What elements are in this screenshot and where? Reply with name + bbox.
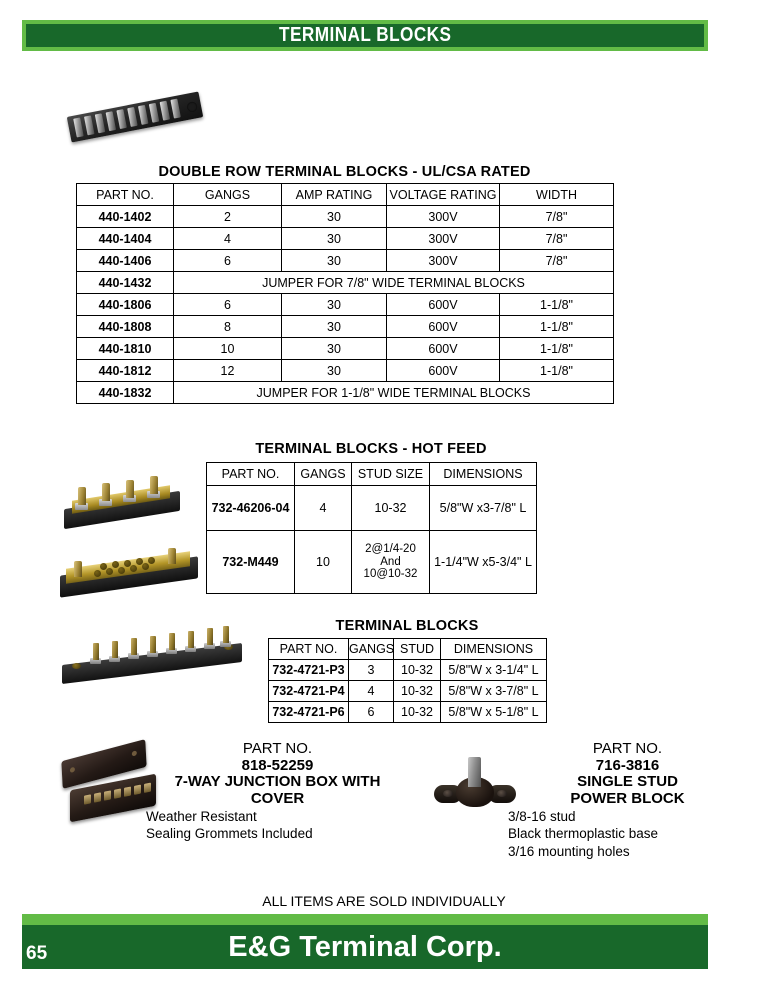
cell-dimensions: 5/8"W x 3-7/8" L — [441, 681, 547, 702]
sold-individually-note: ALL ITEMS ARE SOLD INDIVIDUALLY — [262, 893, 506, 909]
page-number: 65 — [26, 943, 48, 964]
cell-gangs: 4 — [295, 486, 352, 531]
cell-gangs: 2 — [174, 206, 282, 228]
cell-width: 7/8" — [500, 250, 614, 272]
cell-part-no: 732-4721-P4 — [269, 681, 349, 702]
cell-gangs: 10 — [295, 531, 352, 594]
product-caption-junction-box — [140, 740, 415, 843]
footer-brand-name: E&G Terminal Corp. — [228, 930, 502, 963]
product-part-no: 716-3816 — [595, 757, 660, 774]
cell-part-no: 732-M449 — [207, 531, 295, 594]
table-row — [77, 338, 614, 360]
table-double-row-terminal-blocks — [76, 183, 614, 404]
column-header-gangs: GANGS — [349, 639, 394, 660]
table-header-row — [269, 639, 547, 660]
cell-part-no: 440-1808 — [77, 316, 174, 338]
table-row — [207, 531, 537, 594]
cell-width: 1-1/8" — [500, 316, 614, 338]
cell-dimensions: 5/8"W x 3-1/4" L — [441, 660, 547, 681]
cell-stud: 10-32 — [394, 681, 441, 702]
product-desc-line2: Black thermoplastic base — [508, 826, 659, 842]
column-header-dimensions: DIMENSIONS — [430, 463, 537, 486]
table-caption-terminal-blocks: TERMINAL BLOCKS — [335, 618, 479, 634]
cell-dimensions: 5/8"W x 5-1/8" L — [441, 702, 547, 723]
table-row — [77, 250, 614, 272]
column-header-part-no: PART NO. — [269, 639, 349, 660]
cell-width: 1-1/8" — [500, 294, 614, 316]
table-row-jumper — [77, 382, 614, 404]
cell-part-no: 440-1812 — [77, 360, 174, 382]
cell-gangs: 10 — [174, 338, 282, 360]
cell-stud-size-line2: And — [380, 555, 401, 568]
cell-voltage: 600V — [387, 316, 500, 338]
cell-part-no: 440-1806 — [77, 294, 174, 316]
cell-amp: 30 — [282, 316, 387, 338]
cell-stud: 10-32 — [394, 660, 441, 681]
cell-voltage: 600V — [387, 338, 500, 360]
photo-hot-feed-4-stud-block — [62, 480, 188, 530]
table-row — [269, 660, 547, 681]
table-caption-double-row: DOUBLE ROW TERMINAL BLOCKS - UL/CSA RATED — [158, 164, 531, 180]
cell-part-no: 440-1402 — [77, 206, 174, 228]
product-desc-line1: Weather Resistant — [146, 808, 257, 824]
cell-part-no: 440-1432 — [77, 272, 174, 294]
cell-gangs: 4 — [349, 681, 394, 702]
table-row-jumper — [77, 272, 614, 294]
cell-dimensions: 1-1/4"W x5-3/4" L — [430, 531, 537, 594]
table-terminal-blocks — [268, 638, 547, 723]
product-part-no: 818-52259 — [241, 757, 314, 774]
column-header-part-no: PART NO. — [77, 184, 174, 206]
cell-part-no: 732-4721-P6 — [269, 702, 349, 723]
cell-voltage: 300V — [387, 228, 500, 250]
cell-width: 7/8" — [500, 228, 614, 250]
table-row — [269, 702, 547, 723]
column-header-amp-rating: AMP RATING — [282, 184, 387, 206]
column-header-dimensions: DIMENSIONS — [441, 639, 547, 660]
cell-part-no: 440-1404 — [77, 228, 174, 250]
cell-part-no: 732-46206-04 — [207, 486, 295, 531]
cell-part-no: 732-4721-P3 — [269, 660, 349, 681]
product-name-line1: SINGLE STUD — [577, 773, 678, 790]
column-header-width: WIDTH — [500, 184, 614, 206]
cell-part-no: 440-1406 — [77, 250, 174, 272]
product-part-label: PART NO. — [242, 740, 313, 757]
table-row — [77, 294, 614, 316]
page-header-banner-inner — [26, 24, 704, 47]
cell-stud-size-line1: 2@1/4-20 — [365, 542, 416, 555]
product-name-line2: POWER BLOCK — [570, 789, 685, 807]
table-terminal-blocks-hot-feed — [206, 462, 537, 594]
cell-stud-size — [352, 531, 430, 594]
column-header-gangs: GANGS — [295, 463, 352, 486]
table-header-row — [207, 463, 537, 486]
cell-amp: 30 — [282, 250, 387, 272]
cell-jumper-note: JUMPER FOR 7/8" WIDE TERMINAL BLOCKS — [174, 272, 614, 294]
cell-jumper-note: JUMPER FOR 1-1/8" WIDE TERMINAL BLOCKS — [174, 382, 614, 404]
table-row — [207, 486, 537, 531]
cell-gangs: 6 — [174, 294, 282, 316]
cell-gangs: 8 — [174, 316, 282, 338]
column-header-stud-size: STUD SIZE — [352, 463, 430, 486]
product-name-line1: 7-WAY JUNCTION BOX WITH — [174, 773, 381, 790]
column-header-part-no: PART NO. — [207, 463, 295, 486]
cell-amp: 30 — [282, 360, 387, 382]
product-caption-power-block — [500, 740, 755, 861]
cell-stud: 10-32 — [394, 702, 441, 723]
footer-light-band — [22, 914, 708, 925]
cell-width: 7/8" — [500, 206, 614, 228]
cell-amp: 30 — [282, 228, 387, 250]
cell-dimensions: 5/8"W x3-7/8" L — [430, 486, 537, 531]
table-row — [77, 360, 614, 382]
cell-width: 1-1/8" — [500, 338, 614, 360]
cell-stud-size: 10-32 — [352, 486, 430, 531]
cell-gangs: 12 — [174, 360, 282, 382]
table-row — [77, 206, 614, 228]
column-header-stud: STUD — [394, 639, 441, 660]
cell-width: 1-1/8" — [500, 360, 614, 382]
terminal-block-strip-body — [67, 91, 203, 142]
cell-amp: 30 — [282, 338, 387, 360]
page-title: TERMINAL BLOCKS — [278, 24, 452, 46]
cell-voltage: 600V — [387, 360, 500, 382]
cell-gangs: 6 — [174, 250, 282, 272]
product-desc-line3: 3/16 mounting holes — [508, 844, 630, 860]
cell-stud-size-line3: 10@10-32 — [363, 568, 418, 581]
table-caption-hot-feed: TERMINAL BLOCKS - HOT FEED — [255, 441, 487, 457]
table-row — [77, 228, 614, 250]
cell-part-no: 440-1832 — [77, 382, 174, 404]
product-desc-line1: 3/8-16 stud — [508, 808, 576, 824]
column-header-voltage-rating: VOLTAGE RATING — [387, 184, 500, 206]
product-name-line2: COVER — [250, 789, 305, 807]
table-row — [269, 681, 547, 702]
table-row — [77, 316, 614, 338]
cell-voltage: 300V — [387, 250, 500, 272]
cell-gangs: 3 — [349, 660, 394, 681]
cell-amp: 30 — [282, 206, 387, 228]
cell-amp: 30 — [282, 294, 387, 316]
photo-hot-feed-10-gang-block — [58, 548, 206, 600]
photo-double-row-terminal-block — [62, 88, 214, 154]
column-header-gangs: GANGS — [174, 184, 282, 206]
product-part-label: PART NO. — [592, 740, 663, 757]
power-block-stud — [468, 757, 481, 787]
table-header-row — [77, 184, 614, 206]
product-desc-line2: Sealing Grommets Included — [146, 826, 313, 842]
photo-terminal-block-stud-bar — [60, 632, 250, 688]
cell-voltage: 300V — [387, 206, 500, 228]
page-header-banner — [22, 20, 708, 51]
cell-gangs: 6 — [349, 702, 394, 723]
cell-part-no: 440-1810 — [77, 338, 174, 360]
cell-voltage: 600V — [387, 294, 500, 316]
cell-gangs: 4 — [174, 228, 282, 250]
